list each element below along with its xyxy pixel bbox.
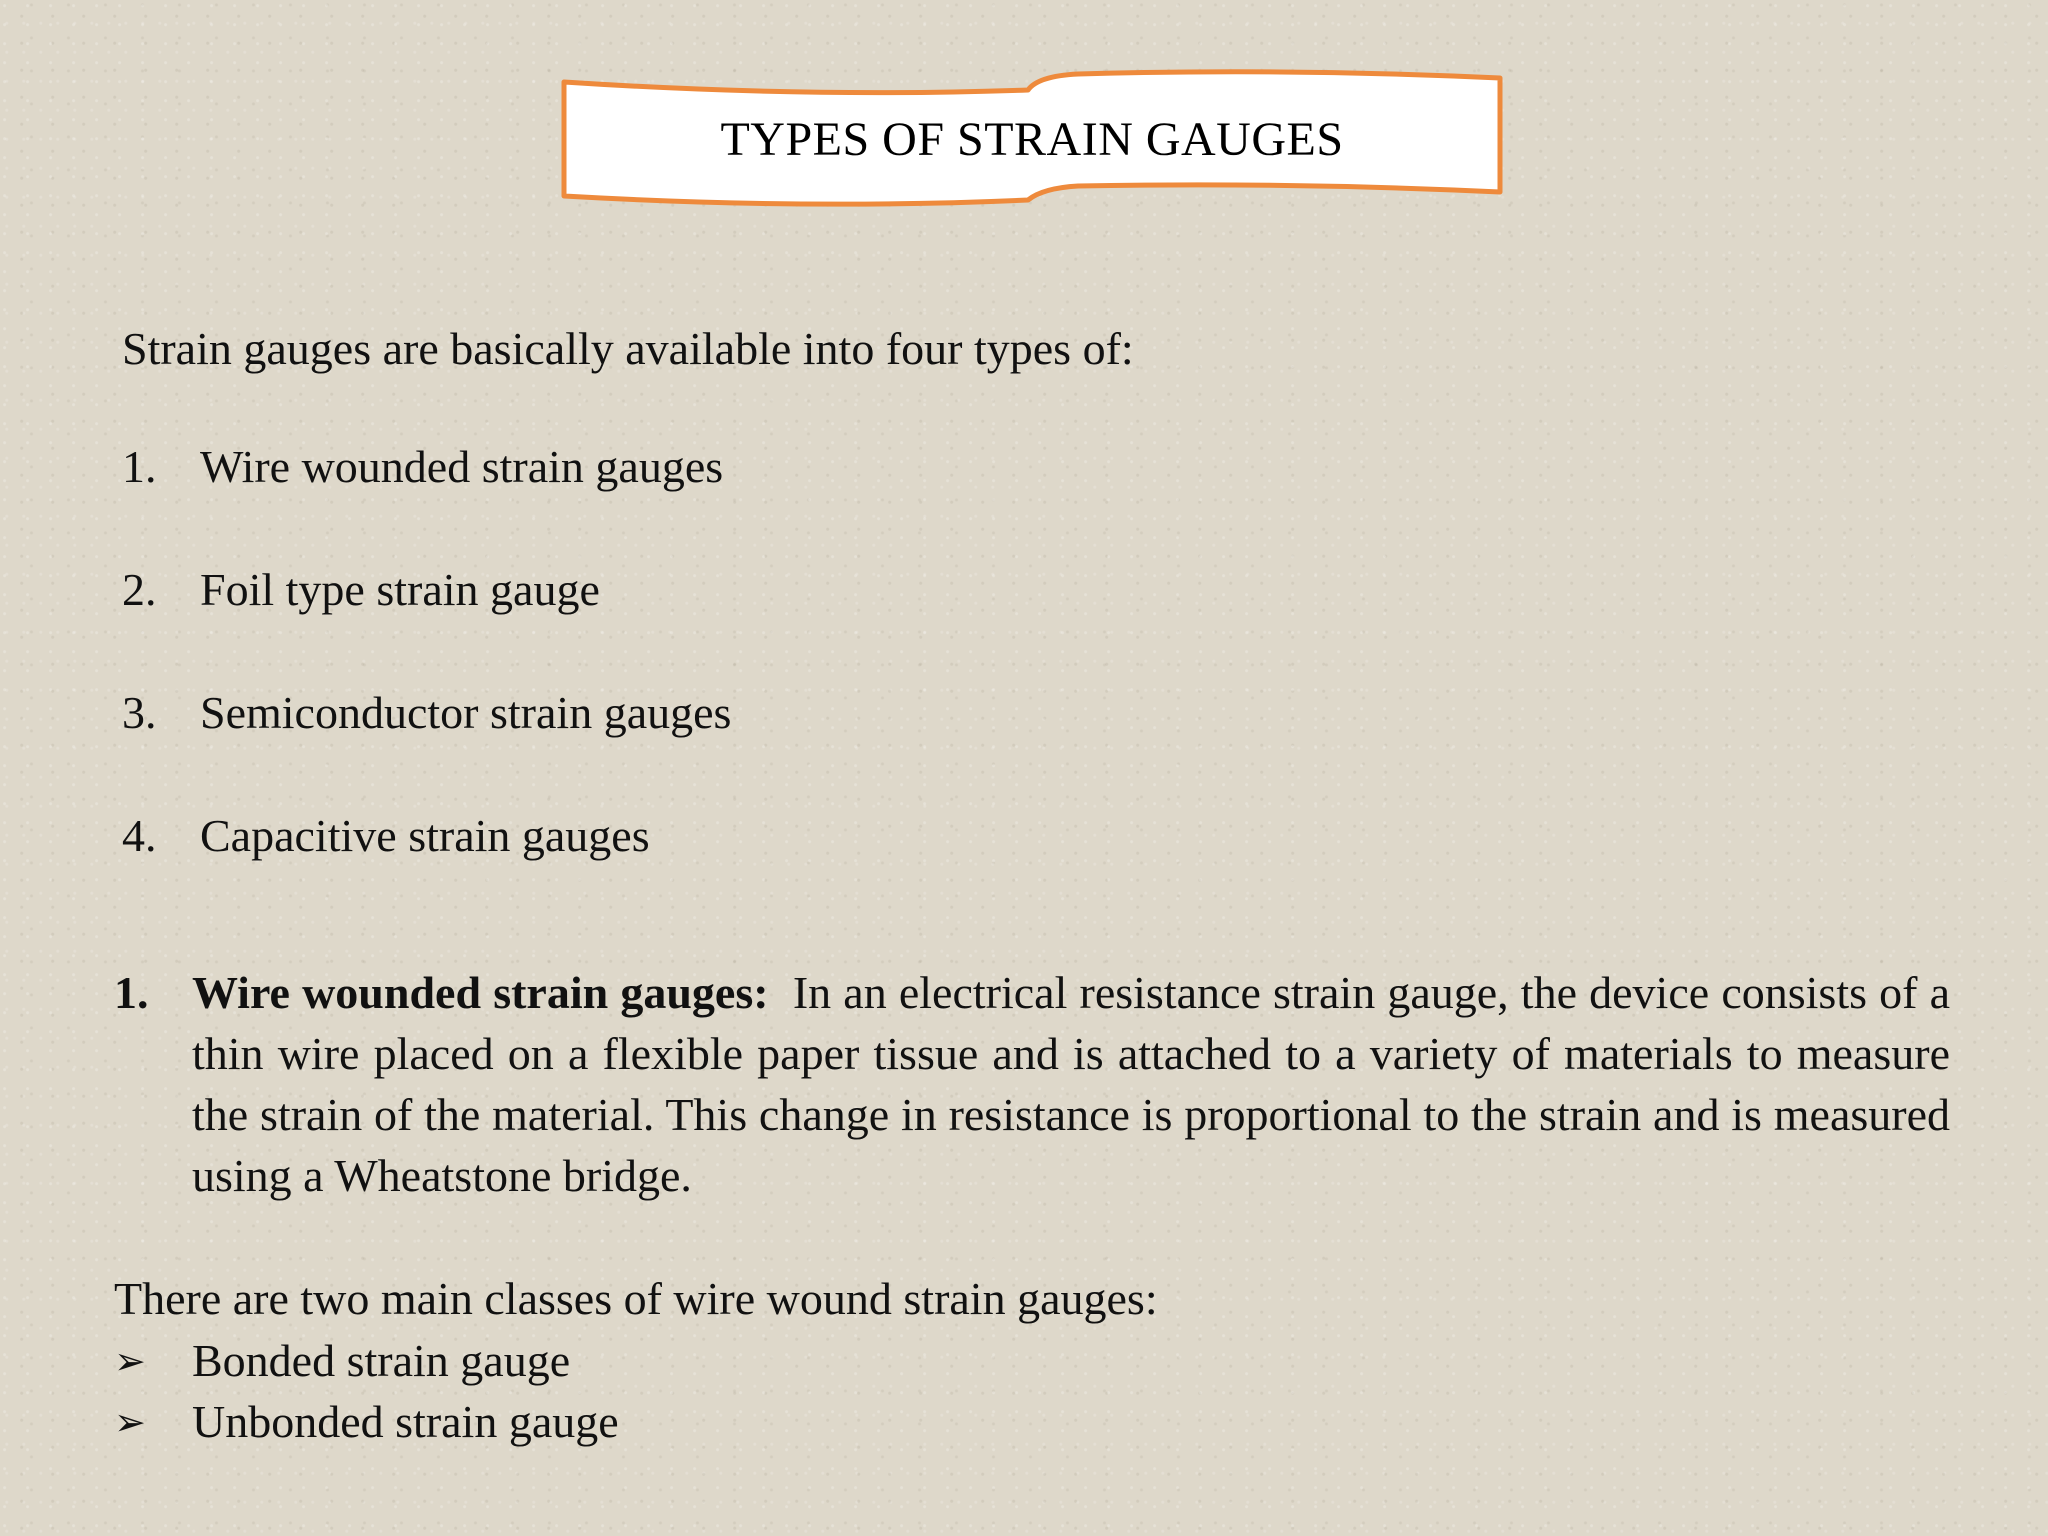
list-number: 3.	[122, 687, 157, 738]
detail-text: In an electrical resistance strain gauge, the device consists of a thin wire placed on a flexible paper tissue and is attached to a variety of materials to measure the strain of the material. This change in resistance is proportional to the strain and is measured using a Wheatstone bridge.	[192, 967, 1951, 1201]
page-title: TYPES OF STRAIN GAUGES	[720, 112, 1344, 166]
detail-section	[114, 962, 1950, 1206]
intro-text: Strain gauges are basically available into four types of:	[122, 323, 1134, 374]
detail-number: 1.	[114, 967, 149, 1018]
list-label: Capacitive strain gauges	[200, 810, 650, 861]
classes-intro: There are two main classes of wire wound strain gauges:	[114, 1273, 1158, 1324]
title-banner	[558, 68, 1506, 210]
list-label: Foil type strain gauge	[200, 564, 600, 615]
list-item	[114, 1330, 619, 1391]
list-item	[122, 686, 731, 809]
list-label: Wire wounded strain gauges	[200, 441, 724, 492]
list-label: Semiconductor strain gauges	[200, 687, 732, 738]
list-item	[122, 440, 731, 563]
list-item	[114, 1391, 619, 1452]
detail-body	[192, 962, 1950, 1206]
classes-list	[114, 1330, 619, 1452]
list-label: Bonded strain gauge	[192, 1335, 571, 1386]
list-number: 2.	[122, 564, 157, 615]
list-item	[122, 563, 731, 686]
arrow-bullet-icon: ➢	[114, 1338, 146, 1383]
list-number: 4.	[122, 810, 157, 861]
list-number: 1.	[122, 441, 157, 492]
detail-heading: Wire wounded strain gauges:	[192, 967, 769, 1018]
arrow-bullet-icon: ➢	[114, 1399, 146, 1444]
list-label: Unbonded strain gauge	[192, 1396, 619, 1447]
types-list	[122, 440, 731, 932]
list-item	[122, 809, 731, 932]
